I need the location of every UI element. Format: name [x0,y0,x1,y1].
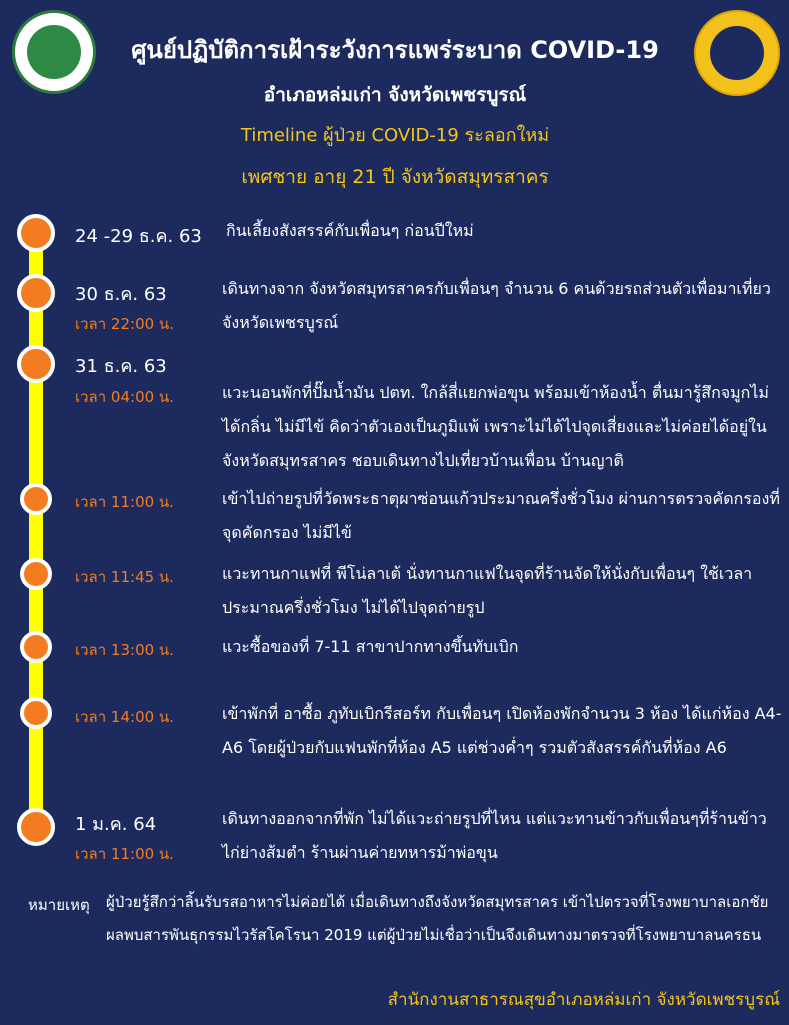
timeline-dot [17,274,55,312]
event-time: เวลา 13:00 น. [75,641,174,659]
timeline-dot [17,808,55,846]
timeline-dot [17,345,55,383]
event-date: 1 ม.ค. 64 [75,814,157,835]
province-seal-logo [694,10,780,96]
note-label: หมายเหตุ [28,896,90,914]
event-date: 24 -29 ธ.ค. 63 [75,226,202,247]
footer-organization: สำนักงานสาธารณสุขอำเภอหล่มเก่า จังหวัดเพชรบูรณ์ [387,990,780,1010]
event-time: เวลา 11:00 น. [75,493,174,511]
event-description: กินเลี้ยงสังสรรค์กับเพื่อนๆ ก่อนปีใหม่ [226,221,474,240]
timeline-dot [20,631,52,663]
event-description: แวะทานกาแฟที่ พีโน่ลาเต้ นั่งทานกาแฟในจุดที่ร้านจัดให้นั่งกับเพื่อนๆ ใช้เวลาประมาณครึ่งชั่วโมง ไม่ได้ไปจุดถ่ายรูป [222,564,753,617]
event-date: 30 ธ.ค. 63 [75,284,167,305]
event-time: เวลา 04:00 น. [75,388,174,406]
district-subtitle: อำเภอหล่มเก่า จังหวัดเพชรบูรณ์ [263,84,527,106]
timeline-dot [20,483,52,515]
event-time: เวลา 14:00 น. [75,708,174,726]
page-title: ศูนย์ปฏิบัติการเฝ้าระวังการแพร่ระบาด COVID-19 [131,36,659,64]
event-time: เวลา 22:00 น. [75,315,174,333]
event-description: เข้าพักที่ อาซื้อ ภูทับเบิกรีสอร์ท กับเพื่อนๆ เปิดห้องพักจำนวน 3 ห้อง ได้แก่ห้อง A4-A6 โดยผู้ป่วยกับแฟนพักที่ห้อง A5 แต่ช่วงค่ำๆ รวมตัวสังสรรค์กันที่ห้อง A6 [222,704,782,757]
event-date: 31 ธ.ค. 63 [75,356,167,377]
timeline-line [29,230,43,830]
event-description: แวะซื้อของที่ 7-11 สาขาปากทางขึ้นทับเบิก [222,637,519,656]
event-description: เดินทางออกจากที่พัก ไม่ได้แวะถ่ายรูปที่ไหน แต่แวะทานข้าวกับเพื่อนๆที่ร้านข้าวไก่ย่างส้มตำ ร้านผ่านค่ายทหารม้าพ่อขุน [222,809,767,862]
timeline-heading: Timeline ผู้ป่วย COVID-19 ระลอกใหม่ [240,125,550,146]
timeline-dot [20,558,52,590]
patient-info: เพศชาย อายุ 21 ปี จังหวัดสมุทรสาคร [241,166,549,188]
timeline-dot [17,214,55,252]
event-description: เข้าไปถ่ายรูปที่วัดพระธาตุผาซ่อนแก้วประมาณครึ่งชั่วโมง ผ่านการตรวจคัดกรองที่จุดคัดกรอง ไม่มีไข้ [222,489,780,542]
event-description: เดินทางจาก จังหวัดสมุทรสาครกับเพื่อนๆ จำนวน 6 คนด้วยรถส่วนตัวเพื่อมาเที่ยว จังหวัดเพชรบูรณ์ [222,279,771,332]
note-text: ผู้ป่วยรู้สึกว่าลิ้นรับรสอาหารไม่ค่อยได้ เมื่อเดินทางถึงจังหวัดสมุทรสาคร เข้าไปตรวจที่โรงพยาบาลเอกชัย ผลพบสารพันธุกรรมไวรัสโคโรนา 2019 แต่ผู้ป่วยไม่เชื่อว่าเป็นจึงเดินทางมาตรวจที่โรงพยาบาลนครธน [106,893,769,944]
event-time: เวลา 11:45 น. [75,568,174,586]
ministry-of-public-health-logo [12,10,96,94]
event-description: แวะนอนพักที่ปั๊มน้ำมัน ปตท. ใกล้สี่แยกพ่อขุน พร้อมเข้าห้องน้ำ ตื่นมารู้สึกจมูกไม่ได้กลิ่น ไม่มีไข้ คิดว่าตัวเองเป็นภูมิแพ้ เพราะไม่ได้ไปจุดเสี่ยงและไม่ค่อยได้อยู่ในจังหวัดสมุทรสาคร ชอบเดินทางไปเที่ยวบ้านเพื่อน บ้านญาติ [222,383,769,470]
timeline-dot [20,697,52,729]
event-time: เวลา 11:00 น. [75,845,174,863]
